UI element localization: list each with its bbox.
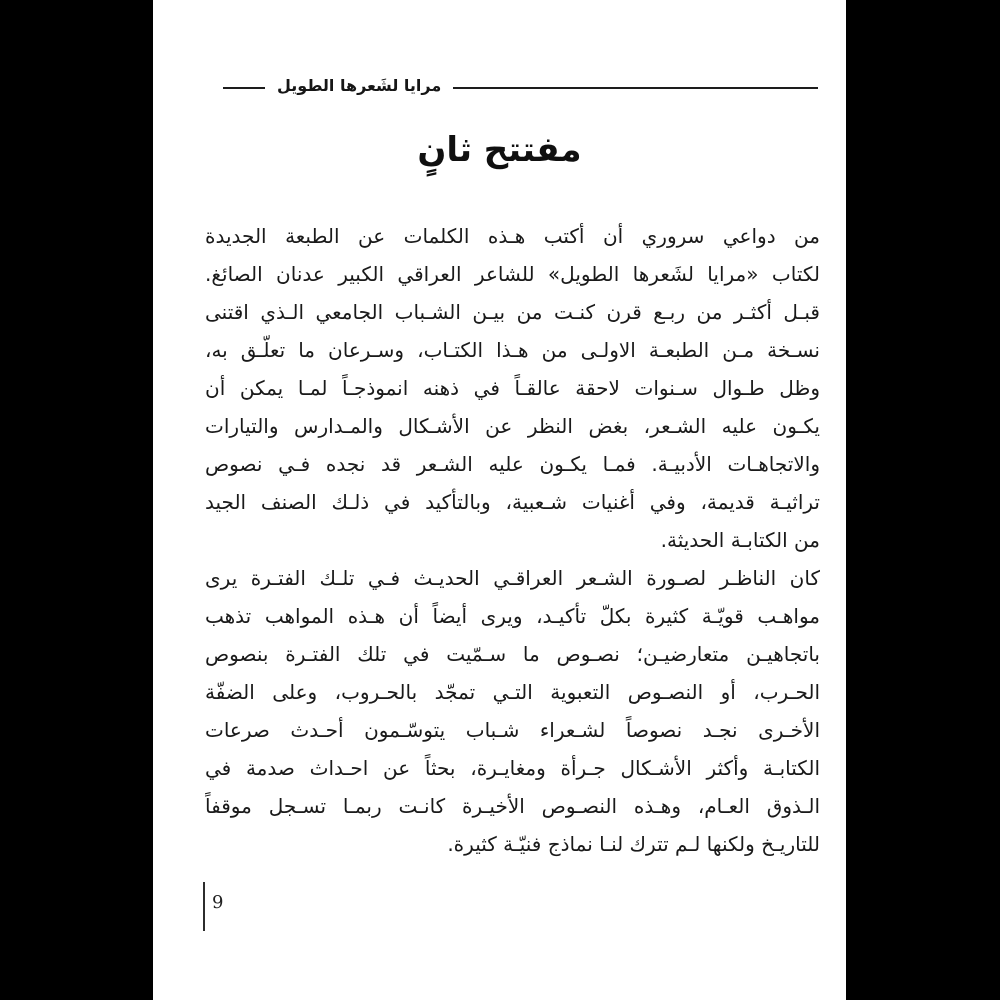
header-rule-right xyxy=(453,87,818,89)
body-line: من دواعي سروري أن أكتب هـذه الكلمات عن الطبعة الجديدة xyxy=(205,224,820,248)
body-line: باتجاهيـن متعارضيـن؛ نصـوص ما سـمّيت في تلك الفتـرة بنصوص xyxy=(205,642,820,666)
body-line: يكـون عليه الشـعر، بغض النظر عن الأشـكال والمـدارس والتيارات xyxy=(205,414,820,438)
running-header xyxy=(223,72,818,104)
body-line: تراثيـة قديمة، وفي أغنيات شـعبية، وبالتأكيد في ذلـك الصنف الجيد xyxy=(205,490,820,514)
body-line: نسـخة مـن الطبعـة الاولـى من هـذا الكتـاب، وسـرعان ما تعلّـق به، xyxy=(205,338,820,362)
body-line: للتاريـخ ولكنها لـم تترك لنـا نماذج فنيّـة كثيرة. xyxy=(447,832,820,856)
body-line: الحـرب، أو النصـوص التعبوية التـي تمجّد بالحـروب، وعلى الضفّة xyxy=(205,680,820,704)
chapter-title: مفتتح ثانٍ xyxy=(417,130,582,170)
body-line: لكتاب «مرايا لشَعرها الطويل» للشاعر العراقي الكبير عدنان الصائغ. xyxy=(205,262,820,286)
body-line: الأخـرى نجـد نصوصاً لشـعراء شـباب يتوسّـمون أحـدث صرعات xyxy=(205,718,820,742)
body-line: من الكتابـة الحديثة. xyxy=(660,528,820,552)
body-line: كان الناظـر لصـورة الشـعر العراقـي الحديـث فـي تلـك الفتـرة يرى xyxy=(205,566,820,590)
book-page xyxy=(153,0,846,1000)
page-number-rule xyxy=(203,882,205,931)
body-line: قبـل أكثـر من ربـع قرن كنـت من بيـن الشـباب الجامعي الـذي اقتنى xyxy=(205,300,820,324)
running-header-title: مرايا لشَعرها الطويل xyxy=(277,76,442,95)
body-text xyxy=(205,217,820,863)
body-line: والاتجاهـات الأدبيـة. فمـا يكـون عليه الشـعر قد نجده فـي نصوص xyxy=(205,452,820,476)
body-line: الـذوق العـام، وهـذه النصـوص الأخيـرة كانـت ربمـا تسـجل موقفاً xyxy=(205,794,820,818)
header-rule-left xyxy=(223,87,265,89)
page-number: 9 xyxy=(212,892,224,913)
body-line: الكتابـة وأكثر الأشـكال جـرأة ومغايـرة، بحثاً عن احـداث صدمة في xyxy=(205,756,820,780)
body-line: مواهـب قويّـة كثيرة بكلّ تأكيـد، ويرى أيضاً أن هـذه المواهب تذهب xyxy=(205,604,820,628)
body-line: وظل طـوال سـنوات لاحقة عالقـاً في ذهنه انموذجـاً لمـا يمكن أن xyxy=(205,376,820,400)
